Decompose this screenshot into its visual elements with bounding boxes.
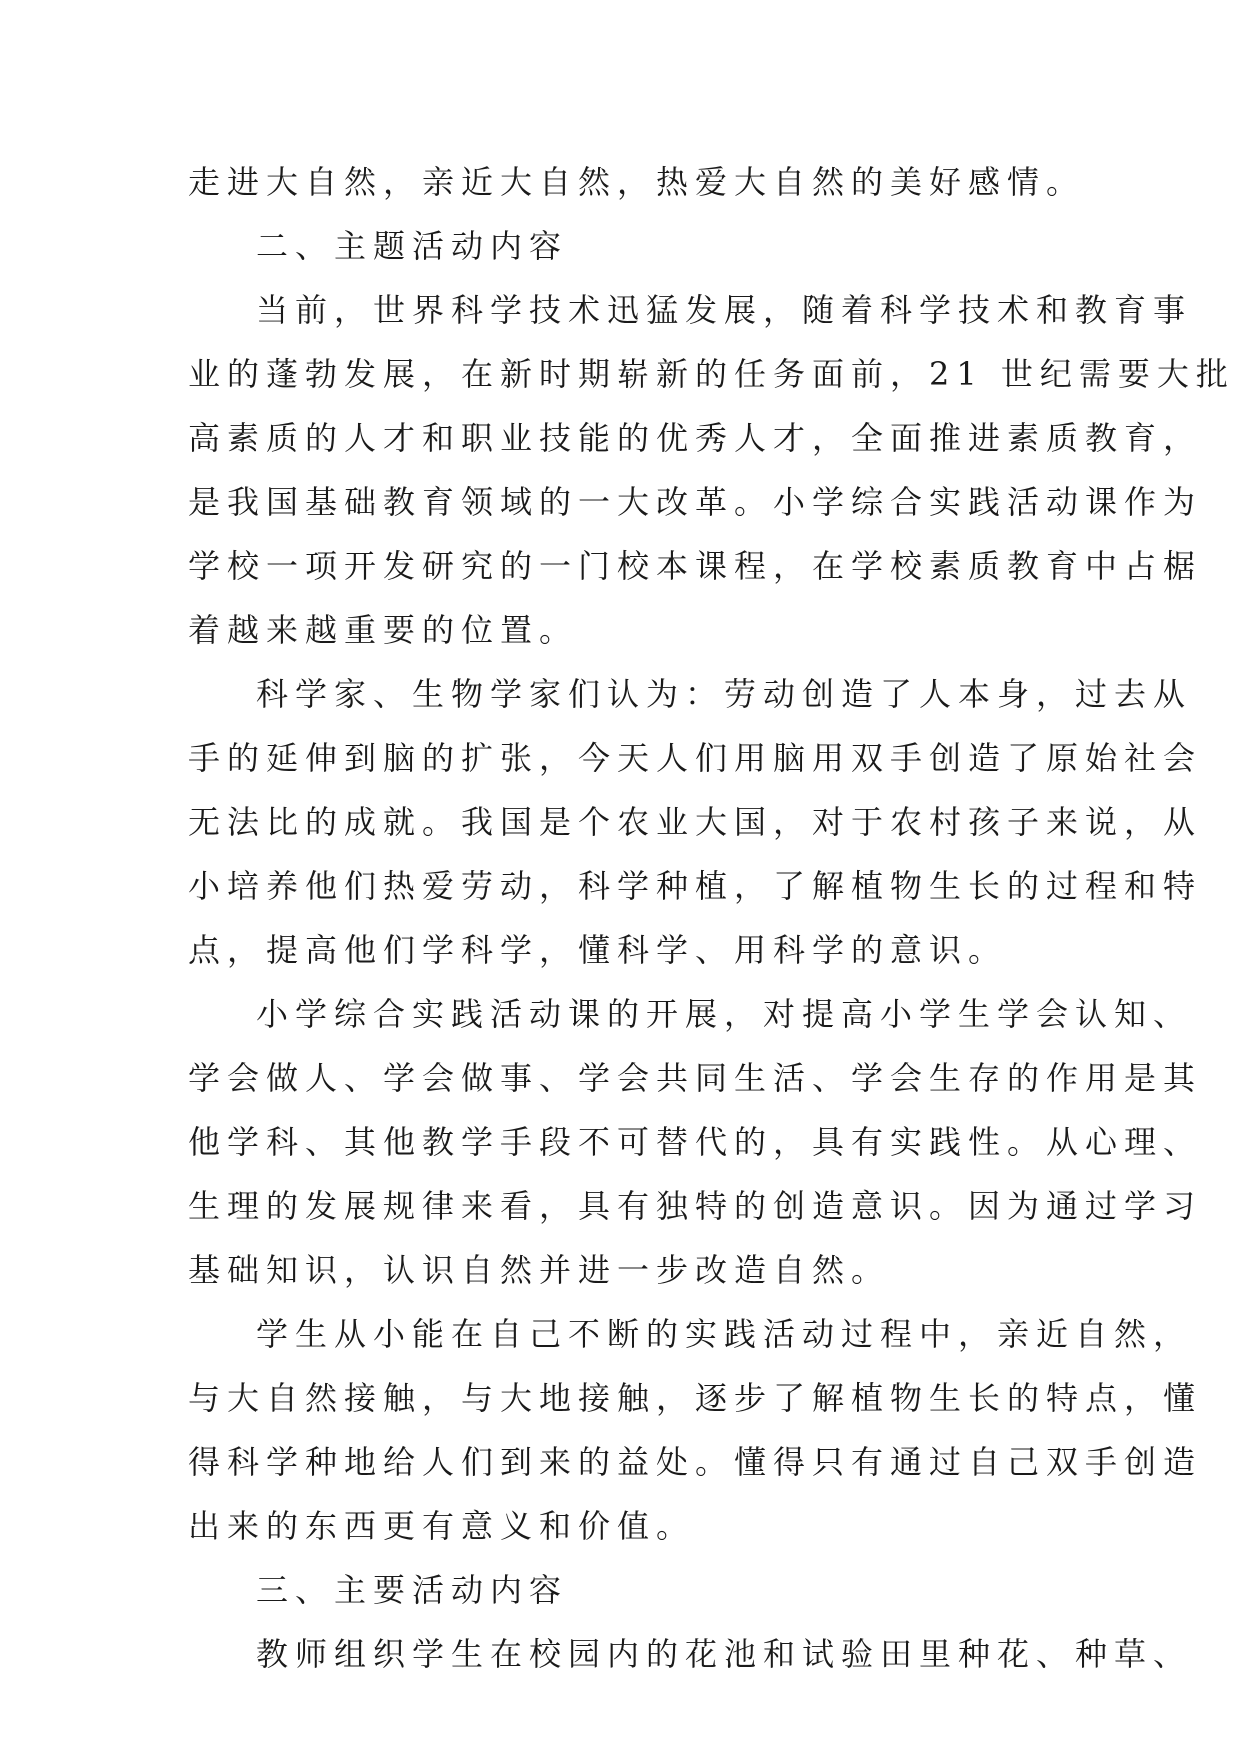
paragraph-line: 业的蓬勃发展，在新时期崭新的任务面前，21 世纪需要大批 [188, 355, 1235, 393]
paragraph-line: 生理的发展规律来看，具有独特的创造意识。因为通过学习 [188, 1187, 1203, 1225]
paragraph-line: 是我国基础教育领域的一大改革。小学综合实践活动课作为 [188, 483, 1203, 521]
paragraph-line: 与大自然接触，与大地接触，逐步了解植物生长的特点，懂 [188, 1379, 1203, 1417]
paragraph-line: 学校一项开发研究的一门校本课程，在学校素质教育中占椐 [188, 547, 1203, 585]
paragraph-line: 高素质的人才和职业技能的优秀人才，全面推进素质教育， [188, 419, 1203, 457]
paragraph-line: 点，提高他们学科学，懂科学、用科学的意识。 [188, 931, 1008, 969]
paragraph-line: 小学综合实践活动课的开展，对提高小学生学会认知、 [256, 995, 1193, 1033]
paragraph-line: 当前，世界科学技术迅猛发展，随着科学技术和教育事 [256, 291, 1193, 329]
paragraph-line: 得科学种地给人们到来的益处。懂得只有通过自己双手创造 [188, 1443, 1203, 1481]
paragraph-line: 手的延伸到脑的扩张，今天人们用脑用双手创造了原始社会 [188, 739, 1203, 777]
paragraph-line: 小培养他们热爱劳动，科学种植，了解植物生长的过程和特 [188, 867, 1203, 905]
paragraph-line: 学会做人、学会做事、学会共同生活、学会生存的作用是其 [188, 1059, 1203, 1097]
paragraph-line: 基础知识，认识自然并进一步改造自然。 [188, 1251, 891, 1289]
paragraph-line: 出来的东西更有意义和价值。 [188, 1507, 696, 1545]
paragraph-line: 着越来越重要的位置。 [188, 611, 579, 649]
paragraph-line: 他学科、其他教学手段不可替代的，具有实践性。从心理、 [188, 1123, 1203, 1161]
section-heading: 二、主题活动内容 [256, 227, 569, 265]
paragraph-line: 教师组织学生在校园内的花池和试验田里种花、种草、 [256, 1635, 1193, 1673]
section-heading: 三、主要活动内容 [256, 1571, 569, 1609]
paragraph-line: 走进大自然，亲近大自然，热爱大自然的美好感情。 [188, 163, 1086, 201]
paragraph-line: 学生从小能在自己不断的实践活动过程中，亲近自然， [256, 1315, 1193, 1353]
paragraph-line: 无法比的成就。我国是个农业大国，对于农村孩子来说，从 [188, 803, 1203, 841]
body-text [188, 150, 1235, 1686]
paragraph-line: 科学家、生物学家们认为：劳动创造了人本身，过去从 [256, 675, 1193, 713]
